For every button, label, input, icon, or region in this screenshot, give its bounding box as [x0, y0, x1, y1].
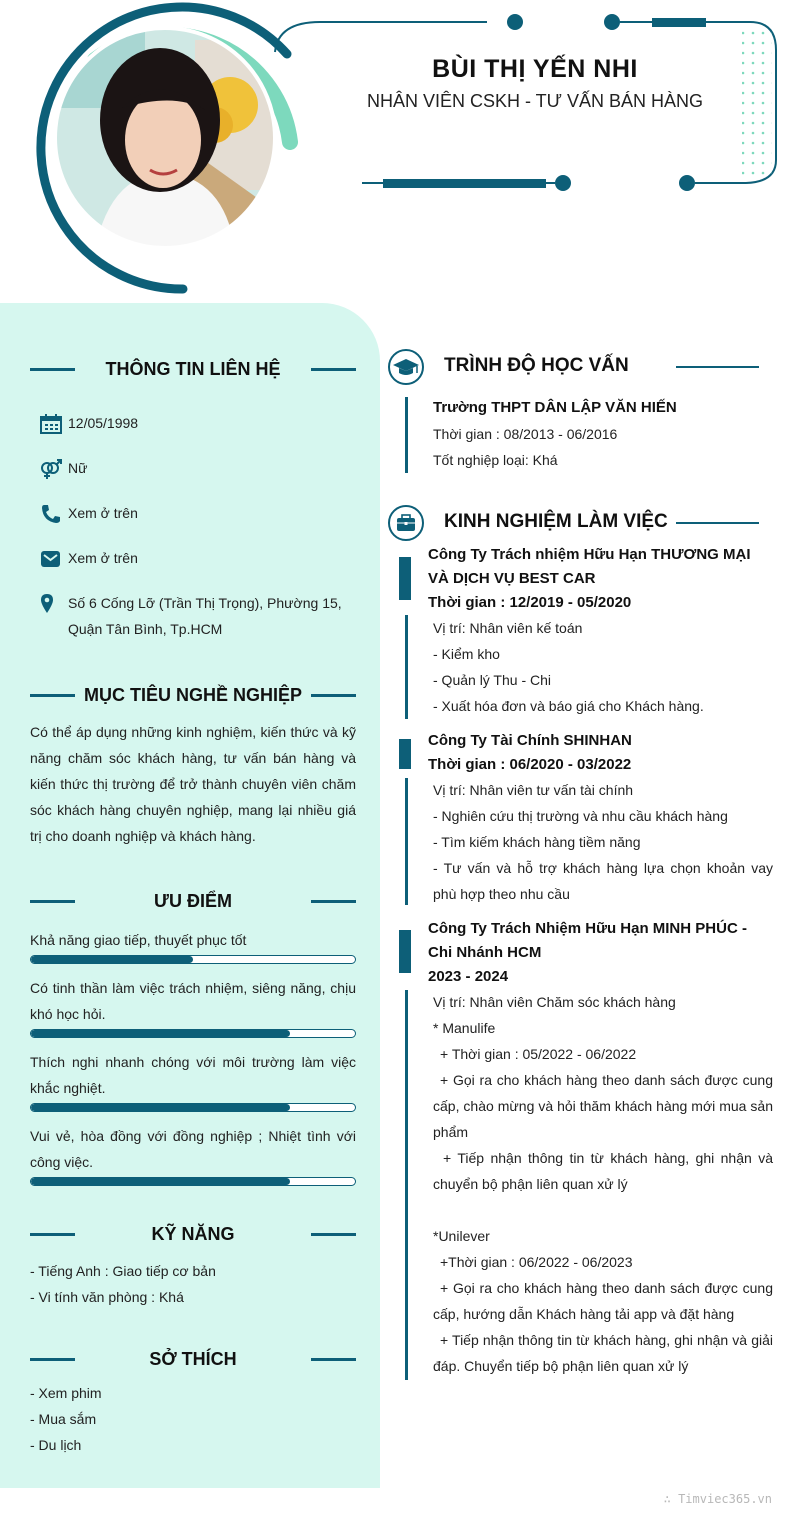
- job-detail-line: Vị trí: Nhân viên kế toán: [433, 620, 583, 636]
- job-detail-line: + Gọi ra cho khách hàng theo danh sách được cung cấp, chào mừng và hỏi thăm khách hàng mới mua sản phẩm: [433, 1072, 773, 1140]
- job-detail-line: + Gọi ra cho khách hàng theo danh sách được cung cấp, hướng dẫn Khách hàng tải app và đặt hàng: [433, 1280, 773, 1322]
- briefcase-icon: [390, 507, 422, 539]
- job-detail-line: - Tìm kiếm khách hàng tiềm năng: [433, 834, 641, 850]
- hobbies-section-title: SỞ THÍCH: [30, 1347, 356, 1371]
- job-2-company: Công Ty Tài Chính SHINHAN: [428, 732, 632, 749]
- candidate-name: BÙI THỊ YẾN NHI: [432, 55, 638, 83]
- strength-bar-3: [30, 1103, 356, 1112]
- job-detail-line: - Tư vấn và hỗ trợ khách hàng lựa chọn khoản vay phù hợp theo nhu cầu: [433, 860, 773, 902]
- education-time: Thời gian : 08/2013 - 06/2016: [433, 426, 618, 442]
- header-decoration: [0, 0, 800, 300]
- email-row: [40, 545, 360, 571]
- address-row: [40, 590, 360, 642]
- hobby-item: - Du lịch: [30, 1437, 82, 1453]
- email-value: Xem ở trên: [68, 550, 138, 566]
- job-2-details: [433, 777, 773, 907]
- job-3-company-line-1: Công Ty Trách Nhiệm Hữu Hạn MINH PHÚC -: [428, 920, 747, 937]
- gender-row: [40, 455, 360, 481]
- strength-item-3: Thích nghi nhanh chóng với môi trường làm việc khắc nghiệt.: [30, 1054, 356, 1096]
- job-3-details: [433, 989, 773, 1379]
- gender-icon: [40, 459, 62, 479]
- job-detail-line: - Kiểm kho: [433, 646, 500, 662]
- job-2-timeline: [405, 778, 408, 905]
- birthday-row: [40, 410, 360, 436]
- experience-title-rule: [676, 522, 759, 524]
- strength-item-2: Có tinh thần làm việc trách nhiệm, siêng năng, chịu khó học hỏi.: [30, 980, 356, 1022]
- email-icon: [40, 549, 62, 569]
- job-detail-line: Vị trí: Nhân viên Chăm sóc khách hàng: [433, 994, 676, 1010]
- job-detail-line: - Quản lý Thu - Chi: [433, 672, 552, 688]
- strength-bar-2: [30, 1029, 356, 1038]
- job-3-company-line-2: Chi Nhánh HCM: [428, 944, 542, 961]
- education-section-title: TRÌNH ĐỘ HỌC VẤN: [444, 355, 629, 376]
- strength-bar-4: [30, 1177, 356, 1186]
- birthday-value: 12/05/1998: [68, 415, 139, 431]
- job-detail-line: + Tiếp nhận thông tin từ khách hàng, ghi nhận và giải đáp. Chuyển tiếp bộ phận liên quan xử lý: [433, 1332, 773, 1374]
- education-title-rule: [676, 366, 759, 368]
- hobby-item: - Xem phim: [30, 1385, 102, 1401]
- job-detail-line: +Thời gian : 06/2022 - 06/2023: [440, 1254, 633, 1270]
- job-2-period: Thời gian : 06/2020 - 03/2022: [428, 756, 632, 773]
- strength-bar-1: [30, 955, 356, 964]
- hobbies-list: [30, 1380, 360, 1458]
- job-1-marker: [399, 557, 411, 600]
- education-timeline: [405, 397, 408, 473]
- job-1-details: [433, 615, 773, 719]
- job-1-period: Thời gian : 12/2019 - 05/2020: [428, 594, 632, 611]
- location-pin-icon: [40, 594, 62, 614]
- job-3-timeline: [405, 990, 408, 1380]
- job-detail-line: - Nghiên cứu thị trường và nhu cầu khách hàng: [433, 808, 728, 824]
- education-school: Trường THPT DÂN LẬP VĂN HIẾN: [433, 399, 677, 416]
- experience-section-title: KINH NGHIỆM LÀM VIỆC: [444, 511, 668, 532]
- job-detail-line: * Manulife: [433, 1020, 496, 1036]
- education-grade: Tốt nghiệp loại: Khá: [433, 452, 558, 468]
- job-1-timeline: [405, 615, 408, 719]
- objective-text: Có thể áp dụng những kinh nghiệm, kiến thức và kỹ năng chăm sóc khách hàng, tư vấn bán hàng và kiến thức thị trường để trở thành chuyên viên chăm sóc khách hàng chuyên nghiệp, mang lại nhiều giá trị cho doanh nghiệp và khách hàng.: [30, 724, 356, 844]
- address-line-2: Quận Tân Bình, Tp.HCM: [68, 621, 223, 637]
- spacer: [433, 1197, 773, 1223]
- education-section-icon: [388, 349, 424, 385]
- calendar-icon: [40, 414, 62, 434]
- address-line-1: Số 6 Cống Lỡ (Trần Thị Trọng), Phường 15,: [68, 595, 342, 611]
- skills-list: [30, 1258, 360, 1310]
- hobby-item: - Mua sắm: [30, 1411, 97, 1427]
- strength-item-4: Vui vẻ, hòa đồng với đồng nghiệp ; Nhiệt tình với công việc.: [30, 1128, 356, 1170]
- skill-item: - Vi tính văn phòng : Khá: [30, 1289, 184, 1305]
- experience-section-icon: [388, 505, 424, 541]
- phone-value: Xem ở trên: [68, 505, 138, 521]
- job-detail-line: + Thời gian : 05/2022 - 06/2022: [440, 1046, 637, 1062]
- job-detail-line: - Xuất hóa đơn và báo giá cho Khách hàng.: [433, 698, 704, 714]
- job-detail-line: *Unilever: [433, 1228, 490, 1244]
- objective-section-title: MỤC TIÊU NGHỀ NGHIỆP: [30, 683, 356, 707]
- phone-icon: [40, 504, 62, 524]
- job-3-period: 2023 - 2024: [428, 968, 509, 985]
- gender-value: Nữ: [68, 460, 88, 476]
- job-1-company-line-1: Công Ty Trách nhiệm Hữu Hạn THƯƠNG MẠI: [428, 546, 751, 563]
- job-3-marker: [399, 930, 411, 973]
- job-detail-line: Vị trí: Nhân viên tư vấn tài chính: [433, 782, 634, 798]
- skill-item: - Tiếng Anh : Giao tiếp cơ bản: [30, 1263, 216, 1279]
- graduation-cap-icon: [390, 351, 422, 383]
- skills-section-title: KỸ NĂNG: [30, 1222, 356, 1246]
- job-2-marker: [399, 739, 411, 769]
- job-detail-line: + Tiếp nhận thông tin từ khách hàng, ghi nhận và chuyển bộ phận liên quan xử lý: [433, 1150, 773, 1192]
- strengths-section-title: ƯU ĐIỂM: [30, 889, 356, 913]
- strength-item-1: Khả năng giao tiếp, thuyết phục tốt: [30, 932, 247, 948]
- contact-section-title: THÔNG TIN LIÊN HỆ: [30, 357, 356, 381]
- job-title: NHÂN VIÊN CSKH - TƯ VẤN BÁN HÀNG: [366, 91, 704, 111]
- phone-row: [40, 500, 360, 526]
- watermark: ∴ Timviec365.vn: [663, 1492, 772, 1506]
- job-1-company-line-2: VÀ DỊCH VỤ BEST CAR: [428, 570, 596, 587]
